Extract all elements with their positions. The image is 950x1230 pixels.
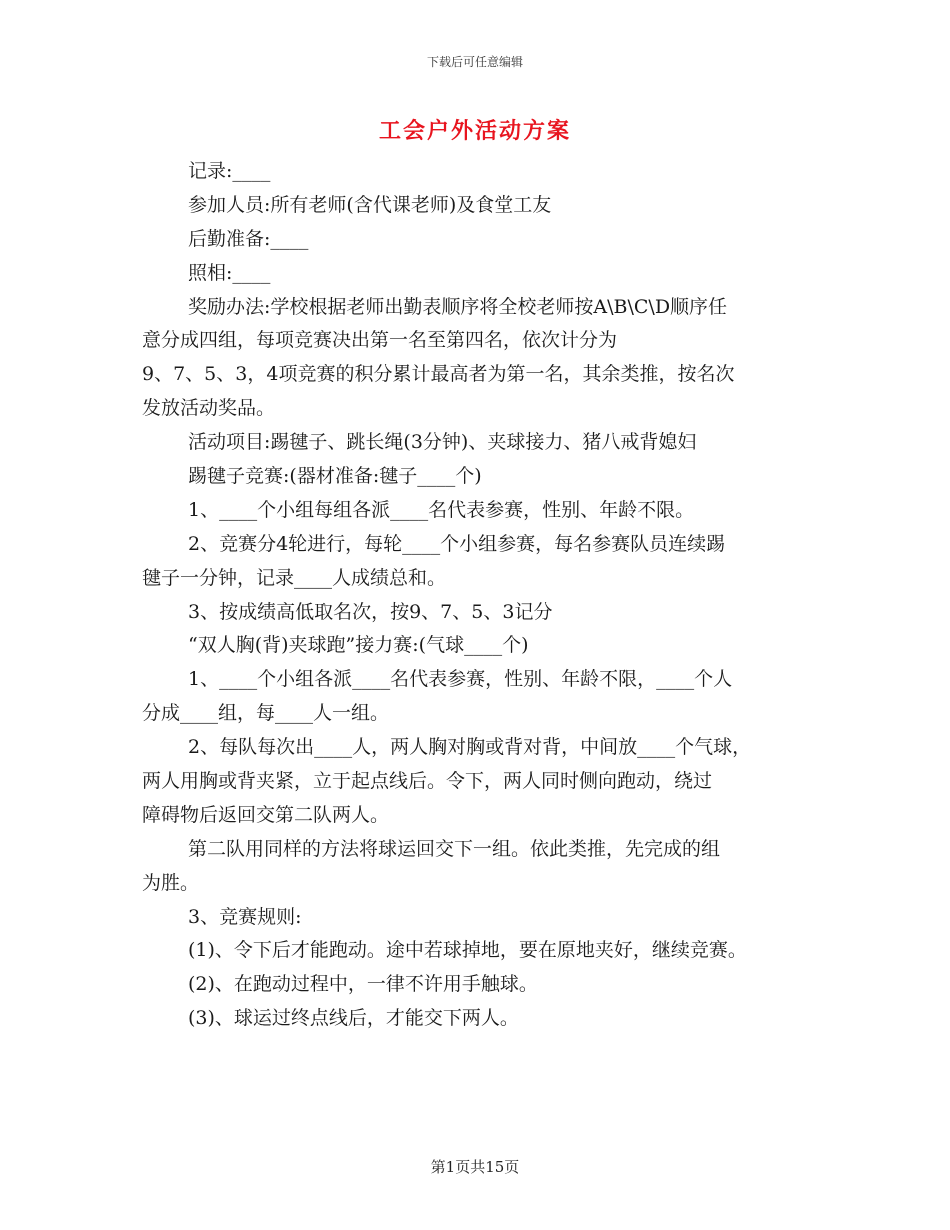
body-line: 3、竞赛规则: (188, 905, 302, 928)
page-title: 工会户外活动方案 (378, 118, 571, 144)
page-footer: 第1页共15页 (430, 1158, 520, 1176)
body-line: 1、____个小组每组各派____名代表参赛，性别、年龄不限。 (188, 498, 695, 521)
body-line: 后勤准备:____ (188, 227, 309, 250)
body-line: 照相:____ (188, 261, 271, 284)
body-line: 分成____组，每____人一组。 (142, 702, 390, 725)
body-line: (1)、令下后才能跑动。途中若球掉地，要在原地夹好，继续竞赛。 (188, 939, 747, 962)
body-line: 发放活动奖品。 (142, 397, 276, 420)
body-line: “双人胸(背)夹球跑”接力赛:(气球____个) (188, 634, 529, 657)
body-line: 记录:____ (188, 160, 271, 182)
body-line: (3)、球运过终点线后，才能交下两人。 (188, 1007, 519, 1030)
body-line: 毽子一分钟，记录____人成绩总和。 (142, 566, 447, 589)
document-body (142, 155, 822, 1036)
body-line: 活动项目:踢毽子、跳长绳(3分钟)、夹球接力、猪八戒背媳妇 (188, 431, 697, 454)
body-line: 2、每队每次出____人，两人胸对胸或背对背，中间放____个气球， (188, 736, 752, 759)
body-line: 3、按成绩高低取名次，按9、7、5、3记分 (188, 600, 553, 623)
body-line: 意分成四组，每项竞赛决出第一名至第四名，依次计分为 (142, 329, 618, 352)
body-line: 1、____个小组各派____名代表参赛，性别、年龄不限，____个人 (188, 668, 733, 691)
body-line: 9、7、5、3，4项竞赛的积分累计最高者为第一名，其余类推，按名次 (142, 363, 735, 386)
body-line: 参加人员:所有老师(含代课老师)及食堂工友 (188, 193, 552, 216)
body-line: 奖励办法:学校根据老师出勤表顺序将全校老师按A\B\C\D顺序任 (188, 295, 728, 318)
body-line: 2、竞赛分4轮进行，每轮____个小组参赛，每名参赛队员连续踢 (188, 532, 726, 555)
body-line: 踢毽子竞赛:(器材准备:毽子____个) (188, 465, 482, 488)
body-line: 两人用胸或背夹紧，立于起点线后。令下，两人同时侧向跑动，绕过 (142, 770, 713, 793)
body-line: 障碍物后返回交第二队两人。 (142, 803, 390, 826)
header-note: 下载后可任意编辑 (426, 55, 523, 69)
body-line: 第二队用同样的方法将球运回交下一组。依此类推，先完成的组 (188, 837, 721, 860)
body-line: 为胜。 (142, 871, 200, 894)
body-line: (2)、在跑动过程中，一律不许用手触球。 (188, 973, 538, 996)
